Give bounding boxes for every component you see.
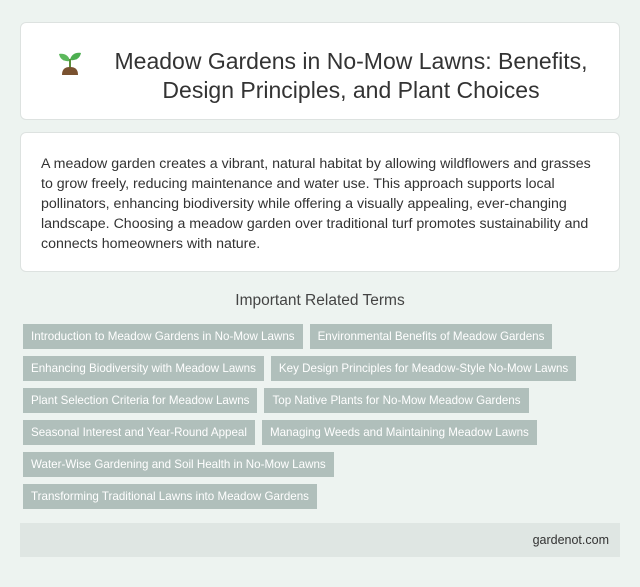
footer-site-link[interactable]: gardenot.com [532, 533, 609, 547]
related-term-tag[interactable]: Plant Selection Criteria for Meadow Lawns [23, 388, 257, 413]
related-term-tag[interactable]: Top Native Plants for No-Mow Meadow Gardens [264, 388, 528, 413]
related-term-tag[interactable]: Introduction to Meadow Gardens in No-Mow Lawns [23, 324, 303, 349]
related-term-tag[interactable]: Managing Weeds and Maintaining Meadow Lawns [262, 420, 537, 445]
related-term-tag[interactable]: Seasonal Interest and Year-Round Appeal [23, 420, 255, 445]
related-term-tag[interactable]: Transforming Traditional Lawns into Meadow Gardens [23, 484, 317, 509]
intro-paragraph: A meadow garden creates a vibrant, natural habitat by allowing wildflowers and grasses to grow freely, reducing maintenance and water use. This approach supports local pollinators, enhancing biodiversity while offering a visually appealing, ever-changing landscape. Choosing a meadow garden over traditional turf promotes sustainability and connects homeowners with nature. [41, 156, 591, 252]
title-row [55, 47, 601, 105]
related-term-tag[interactable]: Water-Wise Gardening and Soil Health in No-Mow Lawns [23, 452, 334, 477]
related-terms-heading: Important Related Terms [235, 292, 405, 309]
title-card [20, 22, 620, 120]
related-terms-list [23, 324, 603, 509]
related-term-tag[interactable]: Enhancing Biodiversity with Meadow Lawns [23, 356, 264, 381]
related-term-tag[interactable]: Environmental Benefits of Meadow Gardens [310, 324, 553, 349]
related-term-tag[interactable]: Key Design Principles for Meadow-Style No-Mow Lawns [271, 356, 576, 381]
sprout-icon [55, 47, 85, 77]
footer [20, 523, 620, 557]
intro-card [20, 132, 620, 272]
page-title: Meadow Gardens in No-Mow Lawns: Benefits, Design Principles, and Plant Choices [114, 48, 588, 103]
